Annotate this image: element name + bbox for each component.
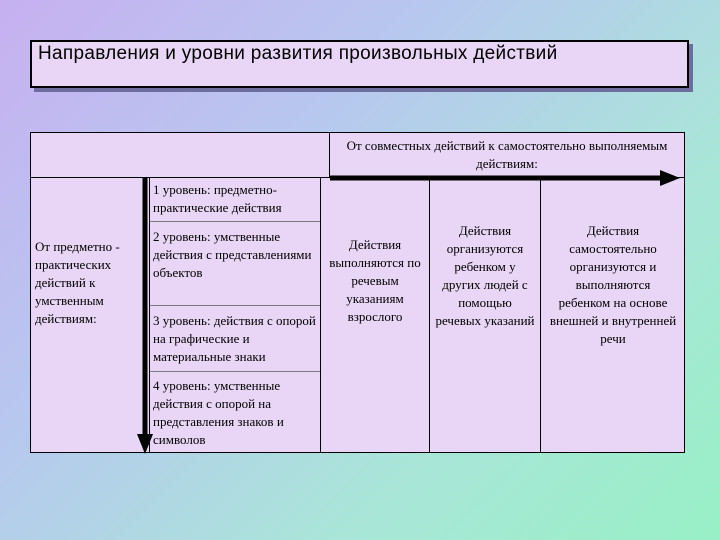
column-1-text: Действия выполняются по речевым указаниям взрослого <box>329 237 421 324</box>
vertical-arrow-icon <box>137 178 153 454</box>
header-text: От совместных действий к самостоятельно выполняемым действиям: <box>346 138 668 171</box>
column-2-text: Действия организуются ребенком у других людей с помощью речевых указаний <box>435 223 535 328</box>
level-2: 2 уровень: умственные действия с представлениями объектов <box>153 229 312 280</box>
left-label-text: От предметно - практических действий к умственным действиям: <box>35 239 120 326</box>
level-3: 3 уровень: действия с опорой на графические и материальные знаки <box>153 313 316 364</box>
level-1: 1 уровень: предметно-практические действия <box>153 182 282 215</box>
column-3-text: Действия самостоятельно организуются и выполняются ребенком на основе внешней и внутренней речи <box>549 223 677 346</box>
level-4: 4 уровень: умственные действия с опорой на представления знаков и символов <box>153 378 284 447</box>
slide-title-text: Направления и уровни развития произвольных действий <box>38 43 558 64</box>
horizontal-arrow-icon <box>330 170 680 186</box>
